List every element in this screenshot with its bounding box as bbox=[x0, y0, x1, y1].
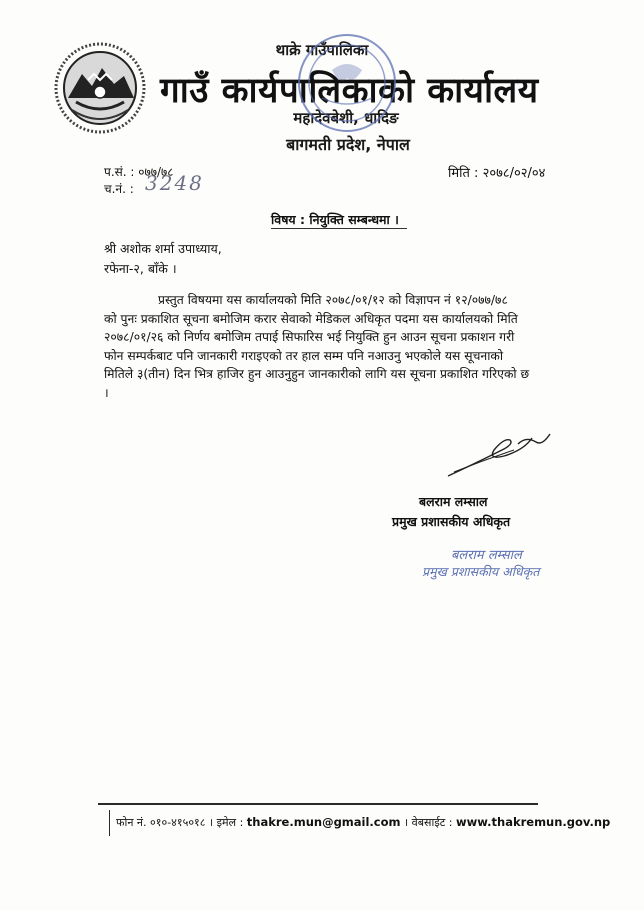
subject-underline bbox=[271, 228, 407, 229]
stamp-name: बलराम लम्साल bbox=[451, 548, 522, 563]
handwritten-signature-icon bbox=[444, 420, 554, 482]
address-line-1: महादेवबेशी, धादिङ bbox=[293, 109, 399, 127]
footer-contact bbox=[116, 815, 610, 830]
signatory-name: बलराम लम्साल bbox=[419, 494, 488, 509]
footer-vertical-rule bbox=[109, 810, 110, 836]
footer-email: thakre.mun@gmail.com bbox=[246, 815, 401, 829]
footer-website-label: । वेबसाईट : bbox=[404, 816, 453, 829]
footer-website: www.thakremun.gov.np bbox=[456, 815, 611, 829]
office-title: गाउँ कार्यपालिकाको कार्यालय bbox=[160, 71, 539, 111]
official-stamp-icon bbox=[292, 28, 402, 138]
address-line-2: बागमती प्रदेश, नेपाल bbox=[286, 135, 410, 154]
dispatch-number-handwritten: 3248 bbox=[145, 171, 204, 195]
subject-line: विषय : नियुक्ति सम्बन्धमा । bbox=[271, 212, 399, 227]
body-line: प्रस्तुत विषयमा यस कार्यालयको मिति २०७८/०१/१२ को विज्ञापन नं १२/०७७/७८ bbox=[158, 293, 508, 307]
recipient-address: रफेना-२, बाँके । bbox=[104, 261, 177, 276]
municipality-name: थाक्रे गाउँपालिका bbox=[275, 41, 369, 59]
body-line: फोन सम्पर्कबाट पनि जानकारी गराइएको तर हाल सम्म पनि नआउनु भएकोले यस सूचनाको bbox=[104, 348, 504, 363]
nepal-emblem-icon bbox=[52, 40, 148, 136]
body-line: मितिले ३(तीन) दिन भित्र हाजिर हुन आउनुहुन जानकारीको लागि यस सूचना प्रकाशित गरिएको छ bbox=[104, 367, 530, 381]
reference-number: प.सं. : ०७७/७८ bbox=[104, 165, 174, 179]
body-line: । bbox=[104, 385, 109, 400]
dispatch-number-label: च.नं. : bbox=[104, 182, 134, 196]
letter-date: मिति : २०७८/०२/०४ bbox=[448, 166, 546, 181]
footer-phone: फोन नं. ०१०-४१५०१८ । इमेल : bbox=[116, 816, 244, 829]
stamp-title: प्रमुख प्रशासकीय अधिकृत bbox=[422, 564, 540, 579]
footer-divider bbox=[98, 803, 538, 805]
letter-body bbox=[104, 291, 578, 402]
body-line: को पुनः प्रकाशित सूचना बमोजिम करार सेवाको मेडिकल अधिकृत पदमा यस कार्यालयको मिति bbox=[104, 311, 518, 326]
recipient-name: श्री अशोक शर्मा उपाध्याय, bbox=[104, 241, 222, 256]
body-line: २०७८/०१/२६ को निर्णय बमोजिम तपाई सिफारिस भई नियुक्ति हुन आउन सूचना प्रकाशन गरी bbox=[104, 330, 515, 344]
signatory-title: प्रमुख प्रशासकीय अधिकृत bbox=[392, 514, 511, 529]
